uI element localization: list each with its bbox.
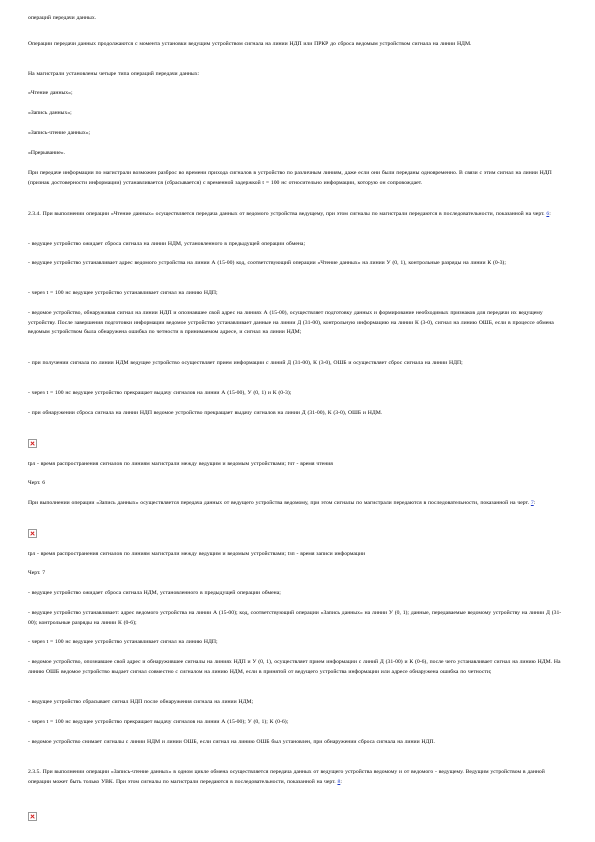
figure-7-image-placeholder bbox=[28, 529, 37, 538]
paragraph bbox=[28, 609, 564, 628]
paragraph bbox=[28, 149, 564, 159]
paragraph bbox=[28, 129, 564, 139]
paragraph bbox=[28, 409, 564, 419]
paragraph bbox=[28, 210, 564, 220]
paragraph-tail: : bbox=[533, 500, 536, 506]
paragraph bbox=[28, 289, 564, 299]
paragraph-text: tрл - время распространения сигналов по линиям магистрали между ведущим и ведомым устройствами; tзп - время записи информации bbox=[28, 551, 366, 557]
paragraph-text: - через t = 100 нс ведущее устройство устанавливает сигнал на линию НДП; bbox=[28, 290, 218, 296]
paragraph bbox=[28, 359, 564, 369]
paragraph-text: Черт. 6 bbox=[28, 480, 46, 486]
paragraph-text: При передаче информации по магистрали возможен разброс во времени прихода сигналов в устройство по различным линиям, даже если они были переданы одновременно. В связи с этим сигнал на линии НДП (признак достоверности информации) устанавливается (сбрасывается) с временной задержкой t = 100 нс относительно информации, которую он сопровождает. bbox=[28, 170, 552, 186]
paragraph-text: - ведомое устройство, опознавшее свой адрес и обнаружившее сигналы на линиях НДП и У (0, 1), осуществляет прием информации с линий Д (31-00) и К (0-6), после чего устанавливает сигнал на линию НДМ. На линию ОШБ ведомое устройство выдает сигнал совместно с сигналом на линию НДМ, если в принятой от ведущего устройства информации или адресе обнаружена ошибка по четности; bbox=[28, 659, 561, 675]
paragraph-tail: : bbox=[549, 211, 551, 217]
paragraph-text: Черт. 7 bbox=[28, 570, 46, 576]
paragraph bbox=[28, 569, 564, 579]
paragraph bbox=[28, 70, 564, 80]
paragraph bbox=[28, 460, 564, 470]
paragraph bbox=[28, 14, 564, 24]
paragraph-text: На магистрали установлены четыре типа операций передачи данных: bbox=[28, 71, 200, 77]
paragraph bbox=[28, 259, 564, 269]
figure-8-image-placeholder bbox=[28, 812, 37, 821]
paragraph-text: - через t = 100 нс ведущее устройство прекращает выдачу сигналов на линии А (15-00); У (0, 1); К (0-6); bbox=[28, 719, 289, 725]
paragraph-text: - ведущее устройство ожидает сброса сигнала НДМ, установленного в предыдущей операции обмена; bbox=[28, 590, 281, 596]
paragraph-text: - ведущее устройство сбрасывает сигнал НДП после обнаружения сигнала на линии НДМ; bbox=[28, 699, 254, 705]
paragraph bbox=[28, 309, 564, 338]
paragraph-tail: : bbox=[340, 778, 342, 785]
paragraph bbox=[28, 169, 564, 188]
paragraph-text: - ведомое устройство снимает сигналы с линии НДМ и линии ОШБ, если сигнал на линию ОШБ был установлен, при обнаружении сброса сигнала на линии НДП. bbox=[28, 739, 435, 745]
paragraph-text: «Запись данных»; bbox=[28, 110, 72, 116]
figure-link[interactable]: 6 bbox=[546, 211, 550, 217]
paragraph-text: - через t = 100 нс ведущее устройство устанавливает сигнал на линию НДП; bbox=[28, 639, 218, 645]
paragraph-text: - ведущее устройство ожидает сброса сигнала на линии НДМ, установленного в предыдущей операции обмена; bbox=[28, 241, 306, 247]
paragraph-text: - ведущее устройство устанавливает: адрес ведомого устройства на линии А (15-00); код, соответствующий операции «Запись данных» на линии У (0, 1); данные, передаваемые ведомому устройству на линии Д (31-00); контрольные разряды на линии К (0-6); bbox=[28, 610, 562, 626]
figure-link[interactable]: 8 bbox=[337, 778, 341, 785]
paragraph bbox=[28, 589, 564, 599]
paragraph-text: «Чтение данных»; bbox=[28, 90, 73, 96]
paragraph bbox=[28, 718, 564, 728]
paragraph bbox=[28, 109, 564, 119]
paragraph bbox=[28, 698, 564, 708]
paragraph bbox=[28, 40, 564, 50]
paragraph-text: 2.3.4. При выполнении операции «Чтение данных» осуществляется передача данных от ведомого устройства ведущему, при этом сигналы по магистрали передаются в последовательности, показанной на черт. bbox=[28, 211, 547, 217]
paragraph-text: операций передачи данных. bbox=[28, 15, 97, 21]
paragraph bbox=[28, 499, 564, 509]
paragraph bbox=[28, 658, 564, 677]
paragraph bbox=[28, 389, 564, 399]
paragraph-text: tрл - время распространения сигналов по линиям магистрали между ведущим и ведомым устройствами; tчт - время чтения bbox=[28, 461, 333, 467]
paragraph-text: - ведомое устройство, обнаруживая сигнал на линии НДП и опознавшее свой адрес на линиях А (15-00), осуществляет подготовку данных и формирование необходимых признаков для передачи их ведущему устройству. После завершения подготовки информации ведомое устройство устанавливает данные на линии Д (31-00), контрольную информацию на линии К (3-0), сигнал на линию ОШБ, если в процессе обмена ведомым устройством была обнаружена ошибка по четности в принимаемом адресе, и сигнал на линии НДМ; bbox=[28, 310, 554, 335]
paragraph bbox=[28, 768, 564, 787]
paragraph-text: Операции передачи данных продолжаются с момента установки ведущим устройством сигнала на линии НДП или ПРКР до сброса ведомым устройством сигнала на линии НДМ. bbox=[28, 41, 472, 47]
paragraph-text: 2.3.5. При выполнении операции «Запись-чтение данных» в одном цикле обмена осуществляется передача данных от ведущего устройства ведомому и от ведомого - ведущему. Ведущим устройством в данной операции может быть только УВК. При этом сигналы по магистрали передаются в последовательности, показанной на черт. bbox=[28, 769, 545, 785]
paragraph bbox=[28, 638, 564, 648]
figure-6-image-placeholder bbox=[28, 439, 37, 448]
paragraph bbox=[28, 479, 564, 489]
paragraph-text: - при обнаружении сброса сигнала на линии НДП ведомое устройство прекращает выдачу сигналов на линии Д (31-00), К (3-0), ОШБ и НДМ. bbox=[28, 410, 383, 416]
paragraph-text: «Запись-чтение данных»; bbox=[28, 130, 91, 136]
paragraph bbox=[28, 550, 564, 560]
paragraph-text: - при получении сигнала по линии НДМ ведущее устройство осуществляет прием информации с линий Д (31-00), К (3-0), ОШБ и осуществляет сброс сигнала на линии НДП; bbox=[28, 360, 463, 366]
paragraph-text: - через t = 100 нс ведущее устройство прекращает выдачу сигналов на линии А (15-00), У (0, 1) и К (0-3); bbox=[28, 390, 292, 396]
paragraph-text: При выполнении операции «Запись данных» осуществляется передача данных от ведущего устройства ведомому, при этом сигналы по магистрали передаются в последовательности, показанной на черт. bbox=[28, 500, 531, 506]
figure-link[interactable]: 7 bbox=[530, 500, 534, 506]
paragraph-text: - ведущее устройство устанавливает адрес ведомого устройства на линии А (15-00) код, соответствующий операции «Чтение данных» на линии У (0, 1), контрольные разряды на линии К (0-3); bbox=[28, 260, 506, 266]
paragraph bbox=[28, 738, 564, 748]
paragraph bbox=[28, 240, 564, 250]
paragraph bbox=[28, 89, 564, 99]
paragraph-text: «Прерывание». bbox=[28, 150, 65, 156]
